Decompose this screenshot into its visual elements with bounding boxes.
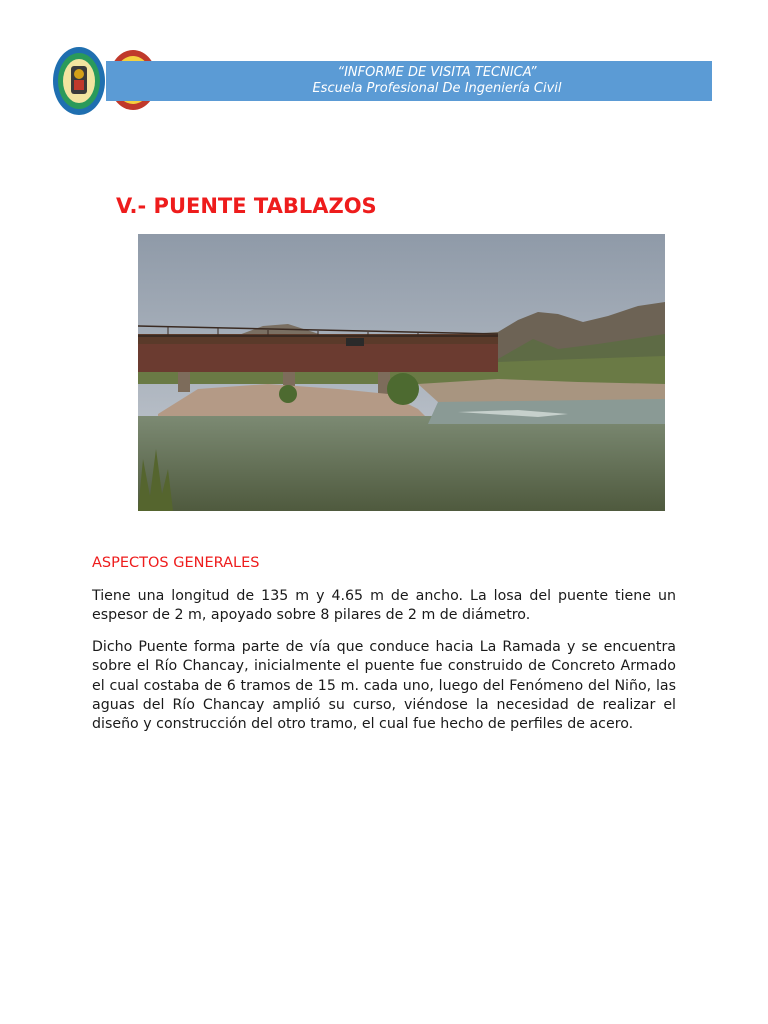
- university-seal-icon: [52, 46, 106, 116]
- school-name: Escuela Profesional De Ingeniería Civil: [312, 81, 562, 96]
- bridge-over-river-photo: [138, 234, 665, 511]
- section-heading: ASPECTOS GENERALES: [92, 555, 260, 571]
- paragraph-dimensions: Tiene una longitud de 135 m y 4.65 m de ancho. La losa del puente tiene un espesor de 2 m, apoyado sobre 8 pilares de 2 m de diámetro.: [92, 588, 676, 624]
- report-title: “INFORME DE VISITA TECNICA”: [337, 65, 537, 80]
- header-banner: [106, 61, 712, 101]
- section-title: V.- PUENTE TABLAZOS: [116, 194, 377, 218]
- paragraph-history: Dicho Puente forma parte de vía que conduce hacia La Ramada y se encuentra sobre el Río Chancay, inicialmente el puente fue construido de Concreto Armado el cual costaba de 6 tramos de 15 m. cada uno, luego del Fenómeno del Niño, las aguas del Río Chancay amplió su curso, viéndose la necesidad de realizar el diseño y construcción del otro tramo, el cual fue hecho de perfiles de acero.: [92, 639, 676, 733]
